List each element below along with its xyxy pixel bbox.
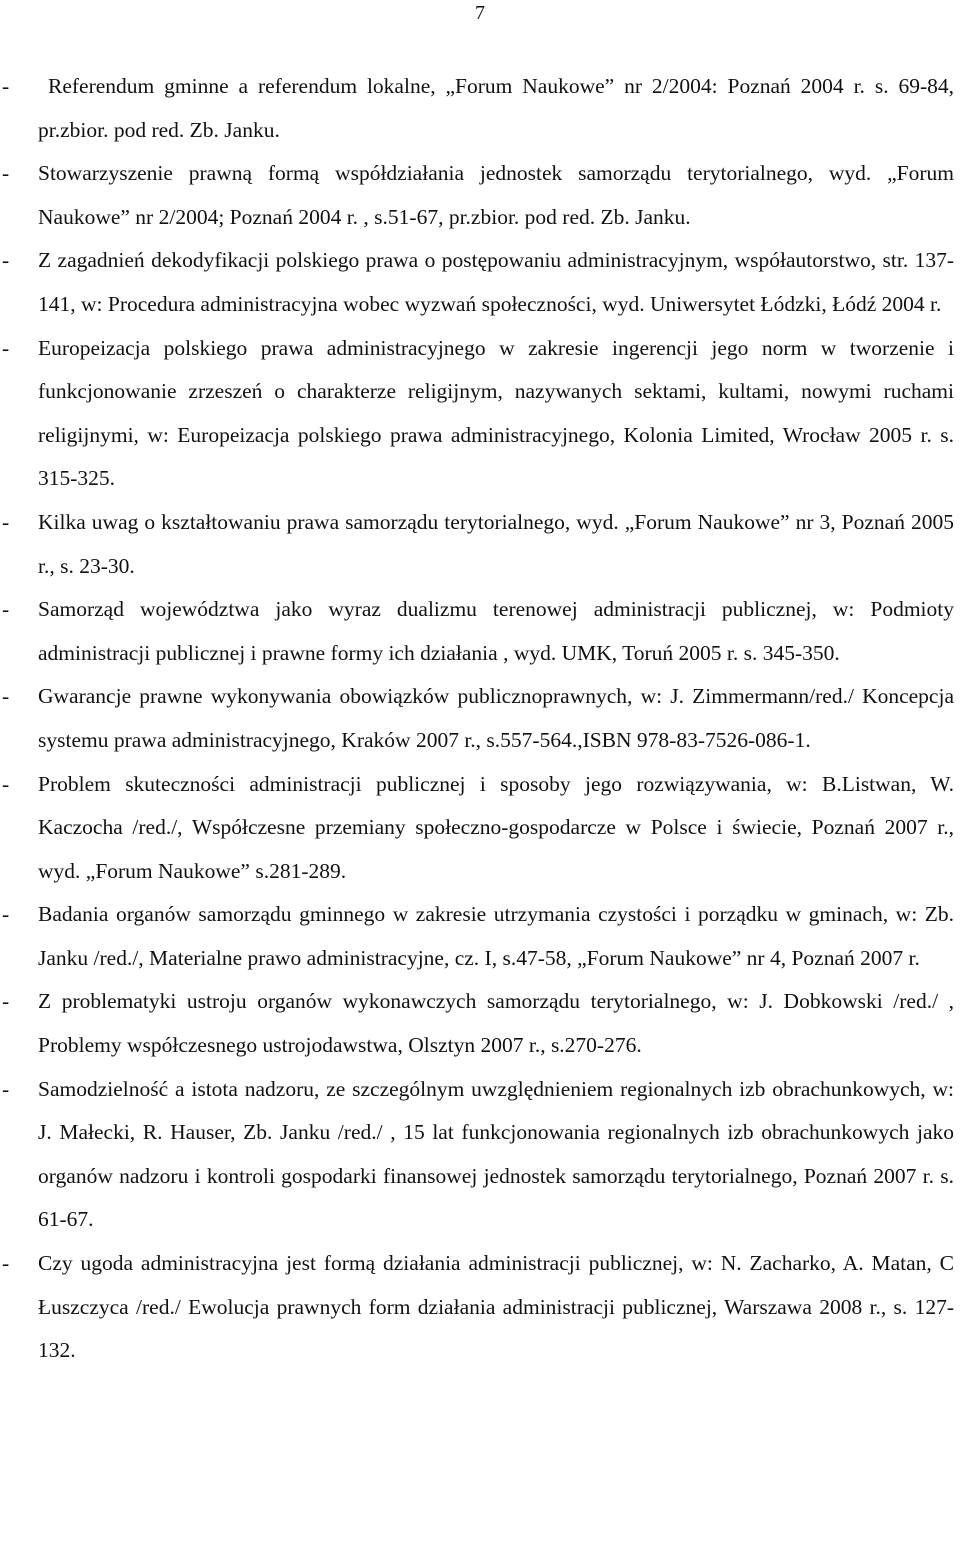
publication-entry — [0, 980, 954, 1067]
publication-text: Z zagadnień dekodyfikacji polskiego prawa o postępowaniu administracyjnym, współautorstwo, str. 137-141, w: Procedura administracyjna wobec wyzwań społeczności, wyd. Uniwersytet Łódzki, Łódź 2004 r. — [38, 248, 954, 316]
publication-entry — [0, 239, 954, 326]
publication-entry — [0, 588, 954, 675]
publication-entry — [0, 675, 954, 762]
publication-entry — [0, 501, 954, 588]
publication-text: Kilka uwag o kształtowaniu prawa samorządu terytorialnego, wyd. „Forum Naukowe” nr 3, Poznań 2005 r., s. 23-30. — [38, 509, 954, 578]
publication-text: Gwarancje prawne wykonywania obowiązków publicznoprawnych, w: J. Zimmermann/red./ Koncepcja systemu prawa administracyjnego, Kraków 2007 r., s.557-564.,ISBN 978-83-7526-086-1. — [38, 684, 954, 752]
publication-text: Badania organów samorządu gminnego w zakresie utrzymania czystości i porządku w gminach, w: Zb. Janku /red./, Materialne prawo administracyjne, cz. I, s.47-58, „Forum Naukowe” nr 4, Poznań 2007 r. — [38, 902, 954, 970]
publication-entry — [0, 327, 954, 501]
publication-entry — [0, 152, 954, 239]
publication-entry — [0, 763, 954, 894]
publication-text: Europeizacja polskiego prawa administracyjnego w zakresie ingerencji jego norm w tworzenie i funkcjonowanie zrzeszeń o charakterze religijnym, nazywanych sektami, kultami, nowymi ruchami religijnymi, w: Europeizacja polskiego prawa administracyjnego, Kolonia Limited, Wrocław 2005 r. s. 315-325. — [38, 335, 954, 491]
list-bullet: - — [2, 74, 10, 98]
publication-list — [0, 65, 954, 1373]
list-bullet: - — [2, 684, 10, 709]
list-bullet: - — [2, 989, 10, 1014]
list-bullet: - — [2, 771, 10, 796]
publication-text: Z problematyki ustroju organów wykonawczych samorządu terytorialnego, w: J. Dobkowski /red./ , Problemy współczesnego ustrojodawstwa, Olsztyn 2007 r., s.270-276. — [38, 989, 954, 1058]
publication-entry — [0, 1068, 954, 1242]
publication-text: Samodzielność a istota nadzoru, ze szczególnym uwzględnieniem regionalnych izb obrachunkowych, w: J. Małecki, R. Hauser, Zb. Janku /red./ , 15 lat funkcjonowania regionalnych izb obrachunkowych jako organów nadzoru i kontroli gospodarki finansowej jednostek samorządu terytorialnego, Poznań 2007 r. s. 61-67. — [38, 1076, 954, 1232]
list-bullet: - — [2, 1251, 10, 1276]
publication-text: Czy ugoda administracyjna jest formą działania administracji publicznej, w: N. Zacharko, A. Matan, C Łuszczyca /red./ Ewolucja prawnych form działania administracji publicznej, Warszawa 2008 r., s. 127-132. — [38, 1251, 954, 1363]
list-bullet: - — [2, 161, 10, 186]
publication-text: Samorząd województwa jako wyraz dualizmu terenowej administracji publicznej, w: Podmioty administracji publicznej i prawne formy ich działania , wyd. UMK, Toruń 2005 r. s. 345-350. — [38, 597, 954, 665]
publication-entry — [0, 65, 954, 152]
publication-entry — [0, 1242, 954, 1373]
list-bullet: - — [2, 597, 10, 622]
list-bullet: - — [2, 248, 10, 273]
list-bullet: - — [2, 902, 10, 927]
list-bullet: - — [2, 509, 10, 534]
publication-text: Referendum gminne a referendum lokalne, „Forum Naukowe” nr 2/2004: Poznań 2004 r. s. 69-84, pr.zbior. pod red. Zb. Janku. — [38, 74, 954, 142]
list-bullet: - — [2, 335, 10, 360]
page-number: 7 — [475, 2, 485, 24]
list-bullet: - — [2, 1076, 10, 1101]
publication-text: Problem skuteczności administracji publicznej i sposoby jego rozwiązywania, w: B.Listwan, W. Kaczocha /red./, Współczesne przemiany społeczno-gospodarcze w Polsce i świecie, Poznań 2007 r., wyd. „Forum Naukowe” s.281-289. — [38, 771, 954, 883]
publication-text: Stowarzyszenie prawną formą współdziałania jednostek samorządu terytorialnego, wyd. „Forum Naukowe” nr 2/2004; Poznań 2004 r. , s.51-67, pr.zbior. pod red. Zb. Janku. — [38, 161, 954, 229]
publication-entry — [0, 893, 954, 980]
